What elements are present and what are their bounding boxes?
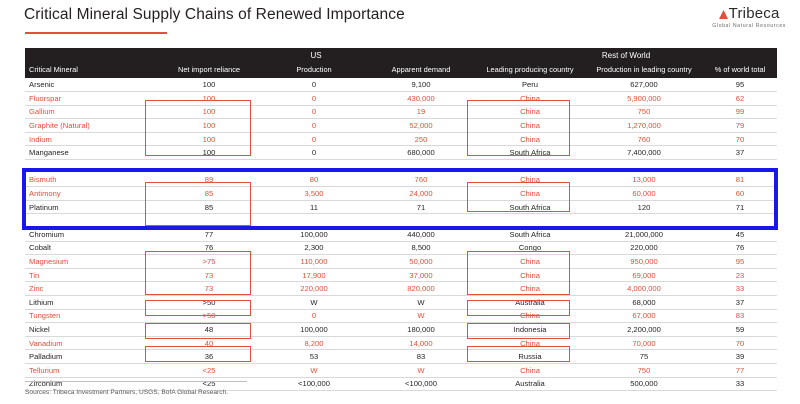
- cell-value: [157, 214, 261, 228]
- cell-value: 820,000: [367, 282, 475, 296]
- cell-value: [157, 160, 261, 174]
- cell-value: 75: [585, 350, 703, 364]
- col-header-net-import-reliance: Net import reliance: [157, 62, 261, 78]
- cell-mineral-name: Vanadium: [25, 336, 157, 350]
- cell-value: 85: [157, 187, 261, 201]
- cell-value: 0: [261, 309, 367, 323]
- table-row: [25, 132, 777, 146]
- cell-mineral-name: Tin: [25, 268, 157, 282]
- cell-value: 67,000: [585, 309, 703, 323]
- cell-value: 250: [367, 132, 475, 146]
- cell-value: 950,000: [585, 255, 703, 269]
- logo-wordmark: [712, 6, 786, 21]
- cell-mineral-name: Palladium: [25, 350, 157, 364]
- cell-value: 440,000: [367, 228, 475, 242]
- table-spacer-row: [25, 214, 777, 228]
- cell-value: China: [475, 363, 585, 377]
- cell-mineral-name: Gallium: [25, 105, 157, 119]
- cell-value: W: [261, 296, 367, 310]
- group-header-blank: [25, 48, 157, 62]
- critical-minerals-table: [25, 48, 777, 391]
- cell-value: 62: [703, 92, 777, 106]
- sources-note: Sources: Tribeca Investment Partners, USGS, BofA Global Research.: [25, 389, 229, 396]
- cell-value: China: [475, 282, 585, 296]
- table-body: [25, 78, 777, 391]
- cell-mineral-name: Chromium: [25, 228, 157, 242]
- cell-value: 77: [703, 363, 777, 377]
- cell-value: 120: [585, 200, 703, 214]
- cell-value: 79: [703, 119, 777, 133]
- cell-value: <25: [157, 363, 261, 377]
- cell-value: 69,000: [585, 268, 703, 282]
- cell-value: Australia: [475, 296, 585, 310]
- cell-value: 59: [703, 323, 777, 337]
- page-title: Critical Mineral Supply Chains of Renewed Importance: [24, 6, 405, 23]
- group-header-us: US: [157, 48, 475, 62]
- cell-value: 0: [261, 78, 367, 92]
- cell-value: 48: [157, 323, 261, 337]
- company-logo: [712, 6, 786, 29]
- cell-value: 76: [157, 241, 261, 255]
- cell-value: 71: [367, 200, 475, 214]
- cell-value: 627,000: [585, 78, 703, 92]
- cell-value: 33: [703, 377, 777, 391]
- cell-value: 37,000: [367, 268, 475, 282]
- cell-value: 180,000: [367, 323, 475, 337]
- cell-value: China: [475, 119, 585, 133]
- sources-divider: [25, 381, 247, 382]
- cell-value: 430,000: [367, 92, 475, 106]
- cell-value: 33: [703, 282, 777, 296]
- cell-value: 89: [157, 173, 261, 187]
- cell-mineral-name: Tungsten: [25, 309, 157, 323]
- cell-value: 23: [703, 268, 777, 282]
- cell-value: [703, 214, 777, 228]
- cell-value: 40: [157, 336, 261, 350]
- cell-value: 750: [585, 363, 703, 377]
- cell-value: 100: [157, 92, 261, 106]
- cell-value: 70: [703, 336, 777, 350]
- cell-value: China: [475, 92, 585, 106]
- cell-value: 37: [703, 296, 777, 310]
- cell-value: 0: [261, 132, 367, 146]
- cell-mineral-name: Antimony: [25, 187, 157, 201]
- cell-value: 760: [367, 173, 475, 187]
- cell-value: 68,000: [585, 296, 703, 310]
- cell-value: [585, 214, 703, 228]
- table-row: [25, 146, 777, 160]
- cell-value: 14,000: [367, 336, 475, 350]
- cell-value: 77: [157, 228, 261, 242]
- cell-value: Peru: [475, 78, 585, 92]
- cell-value: 100: [157, 78, 261, 92]
- group-header-rest-of-world: Rest of World: [475, 48, 777, 62]
- cell-value: 60,000: [585, 187, 703, 201]
- cell-value: 0: [261, 92, 367, 106]
- cell-value: Russia: [475, 350, 585, 364]
- col-header-production-in-leading-country: Production in leading country: [585, 62, 703, 78]
- cell-value: China: [475, 336, 585, 350]
- cell-value: China: [475, 187, 585, 201]
- cell-value: [367, 214, 475, 228]
- table-row: [25, 255, 777, 269]
- cell-value: [585, 160, 703, 174]
- cell-value: [475, 160, 585, 174]
- cell-value: 750: [585, 105, 703, 119]
- cell-value: 99: [703, 105, 777, 119]
- table-row: [25, 241, 777, 255]
- cell-value: 36: [157, 350, 261, 364]
- col-header-leading-producing-country: Leading producing country: [475, 62, 585, 78]
- triangle-logo-icon: [719, 7, 728, 16]
- cell-value: <100,000: [261, 377, 367, 391]
- cell-value: 3,500: [261, 187, 367, 201]
- cell-value: W: [367, 363, 475, 377]
- cell-value: China: [475, 255, 585, 269]
- cell-value: Congo: [475, 241, 585, 255]
- cell-value: [261, 214, 367, 228]
- cell-value: 100: [157, 119, 261, 133]
- table-row: [25, 92, 777, 106]
- cell-value: 220,000: [585, 241, 703, 255]
- table-row: [25, 119, 777, 133]
- cell-value: 11: [261, 200, 367, 214]
- table-row: [25, 282, 777, 296]
- table-row: [25, 296, 777, 310]
- cell-value: [261, 160, 367, 174]
- cell-mineral-name: Tellurium: [25, 363, 157, 377]
- cell-value: 45: [703, 228, 777, 242]
- cell-value: 19: [367, 105, 475, 119]
- cell-mineral-name: Nickel: [25, 323, 157, 337]
- cell-value: 110,000: [261, 255, 367, 269]
- cell-value: South Africa: [475, 228, 585, 242]
- cell-value: 52,000: [367, 119, 475, 133]
- cell-mineral-name: Graphite (Natural): [25, 119, 157, 133]
- cell-value: 17,900: [261, 268, 367, 282]
- cell-value: 0: [261, 119, 367, 133]
- cell-value: [703, 160, 777, 174]
- table-row: [25, 350, 777, 364]
- table-row: [25, 363, 777, 377]
- cell-value: 70: [703, 132, 777, 146]
- cell-value: 100,000: [261, 323, 367, 337]
- cell-value: 500,000: [585, 377, 703, 391]
- cell-mineral-name: [25, 214, 157, 228]
- cell-value: W: [261, 363, 367, 377]
- cell-value: 680,000: [367, 146, 475, 160]
- table-row: [25, 173, 777, 187]
- cell-value: 73: [157, 282, 261, 296]
- col-header-production: Production: [261, 62, 367, 78]
- table-spacer-row: [25, 160, 777, 174]
- cell-value: 85: [157, 200, 261, 214]
- cell-mineral-name: Indium: [25, 132, 157, 146]
- cell-value: 4,000,000: [585, 282, 703, 296]
- cell-value: >50: [157, 296, 261, 310]
- cell-value: 0: [261, 146, 367, 160]
- cell-value: <25: [157, 377, 261, 391]
- table-row: [25, 336, 777, 350]
- cell-value: 8,500: [367, 241, 475, 255]
- cell-value: 24,000: [367, 187, 475, 201]
- cell-value: China: [475, 268, 585, 282]
- cell-mineral-name: Bismuth: [25, 173, 157, 187]
- cell-value: South Africa: [475, 200, 585, 214]
- cell-value: 8,200: [261, 336, 367, 350]
- cell-value: 13,000: [585, 173, 703, 187]
- cell-value: W: [367, 296, 475, 310]
- cell-value: >75: [157, 255, 261, 269]
- col-header-apparent-demand: Apparent demand: [367, 62, 475, 78]
- cell-value: 83: [703, 309, 777, 323]
- logo-tagline: Global Natural Resources: [712, 23, 786, 29]
- col-header-critical-mineral: Critical Mineral: [25, 62, 157, 78]
- cell-value: 1,270,000: [585, 119, 703, 133]
- cell-value: [367, 160, 475, 174]
- cell-value: W: [367, 309, 475, 323]
- cell-value: South Africa: [475, 146, 585, 160]
- cell-mineral-name: Lithium: [25, 296, 157, 310]
- cell-value: 0: [261, 105, 367, 119]
- cell-value: 21,000,000: [585, 228, 703, 242]
- cell-value: 76: [703, 241, 777, 255]
- cell-value: Indonesia: [475, 323, 585, 337]
- cell-value: 83: [367, 350, 475, 364]
- cell-value: 100: [157, 146, 261, 160]
- cell-value: China: [475, 105, 585, 119]
- cell-mineral-name: Zinc: [25, 282, 157, 296]
- cell-value: 53: [261, 350, 367, 364]
- cell-mineral-name: Arsenic: [25, 78, 157, 92]
- cell-mineral-name: Fluorspar: [25, 92, 157, 106]
- cell-value: China: [475, 309, 585, 323]
- cell-mineral-name: Manganese: [25, 146, 157, 160]
- logo-text: Tribeca: [728, 5, 780, 22]
- table-row: [25, 268, 777, 282]
- cell-value: 37: [703, 146, 777, 160]
- cell-mineral-name: Cobalt: [25, 241, 157, 255]
- cell-value: 80: [261, 173, 367, 187]
- cell-value: 70,000: [585, 336, 703, 350]
- table-row: [25, 309, 777, 323]
- cell-value: 100: [157, 105, 261, 119]
- cell-value: China: [475, 132, 585, 146]
- cell-value: 73: [157, 268, 261, 282]
- cell-value: 50,000: [367, 255, 475, 269]
- cell-value: Australia: [475, 377, 585, 391]
- title-underline: [25, 32, 167, 34]
- cell-value: [475, 214, 585, 228]
- table-header-row: [25, 62, 777, 78]
- cell-value: 71: [703, 200, 777, 214]
- cell-value: 7,400,000: [585, 146, 703, 160]
- table-row: [25, 187, 777, 201]
- table-row: [25, 323, 777, 337]
- cell-value: 5,900,000: [585, 92, 703, 106]
- cell-value: 95: [703, 255, 777, 269]
- cell-value: 60: [703, 187, 777, 201]
- table-row: [25, 105, 777, 119]
- table-row: [25, 78, 777, 92]
- cell-mineral-name: Zirconium: [25, 377, 157, 391]
- table-group-header-row: [25, 48, 777, 62]
- cell-value: <100,000: [367, 377, 475, 391]
- col-header-pct-of-world-total: % of world total: [703, 62, 777, 78]
- table-row: [25, 228, 777, 242]
- cell-value: 100: [157, 132, 261, 146]
- cell-value: 760: [585, 132, 703, 146]
- cell-value: 95: [703, 78, 777, 92]
- cell-value: 220,000: [261, 282, 367, 296]
- cell-mineral-name: Magnesium: [25, 255, 157, 269]
- cell-value: 9,100: [367, 78, 475, 92]
- cell-value: 81: [703, 173, 777, 187]
- cell-value: China: [475, 173, 585, 187]
- cell-value: 100,000: [261, 228, 367, 242]
- cell-value: 2,300: [261, 241, 367, 255]
- cell-mineral-name: Platinum: [25, 200, 157, 214]
- cell-value: >50: [157, 309, 261, 323]
- cell-value: 2,200,000: [585, 323, 703, 337]
- cell-mineral-name: [25, 160, 157, 174]
- cell-value: 39: [703, 350, 777, 364]
- table-row: [25, 200, 777, 214]
